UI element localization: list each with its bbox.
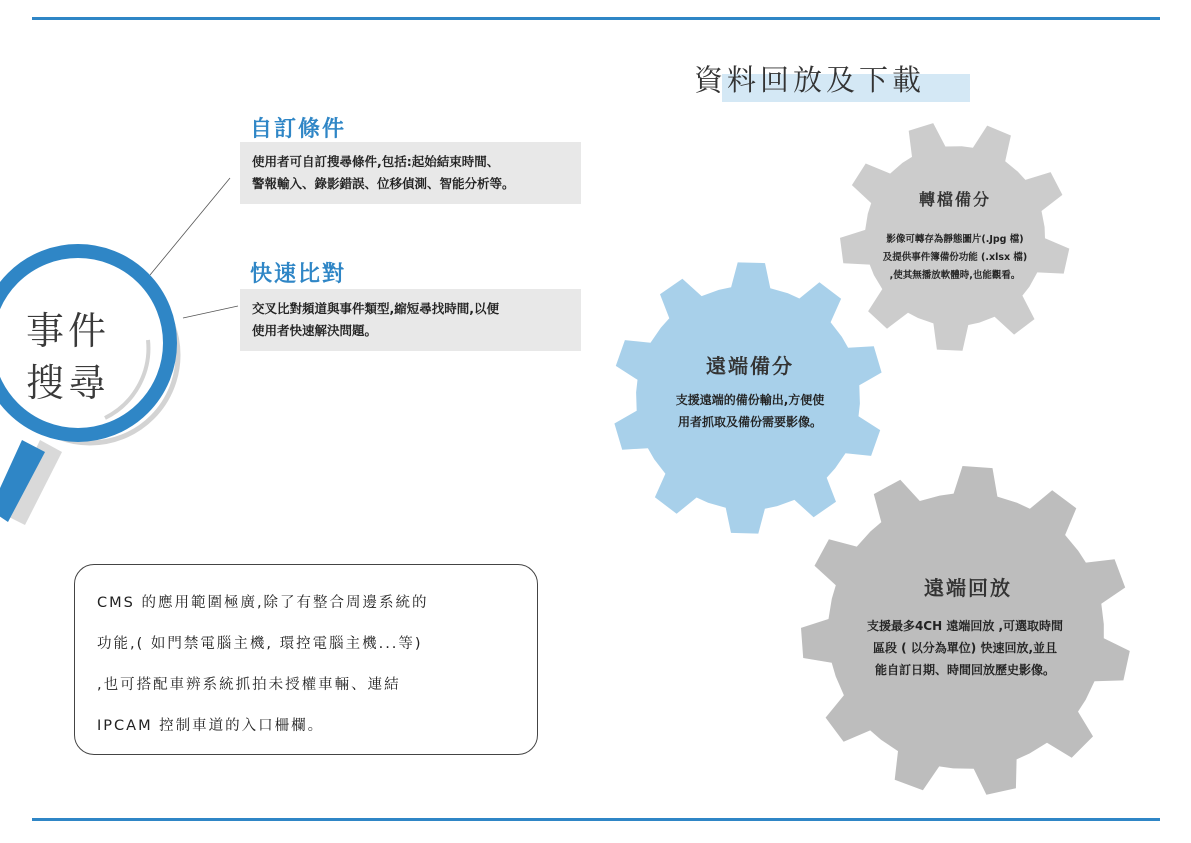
note-line: IPCAM 控制車道的入口柵欄。 [97,718,325,734]
gear-title-remote-backup: 遠端備分 [706,354,794,378]
gear-title-remote-playback: 遠端回放 [924,576,1012,600]
note-line: CMS 的應用範圍極廣,除了有整合周邊系統的 [97,595,429,611]
gear-desc-line: 支援遠端的備份輸出,方便使 [675,393,825,407]
magnifier-title-line2: 搜尋 [26,361,111,405]
feature-line: 警報輸入、錄影錯誤、位移偵測、智能分析等。 [252,176,515,191]
gear-desc-convert [850,231,1060,285]
gear-desc-line: ,使其無播放軟體時,也能觀看。 [889,270,1021,281]
feature-line: 使用者可自訂搜尋條件,包括:起始結束時間、 [252,154,500,169]
gear-desc-remote-backup [630,389,870,433]
note-box [74,564,538,755]
feature-title-custom: 自訂條件 [250,117,347,142]
magnifier-title-line1: 事件 [26,309,111,353]
gear-desc-remote-playback [830,615,1100,681]
gear-desc-line: 及提供事件簿備份功能 (.xlsx 檔) [882,252,1028,263]
gear-desc-line: 支援最多4CH 遠端回放 ,可選取時間 [866,619,1064,633]
feature-title-compare: 快速比對 [250,262,347,287]
feature-line: 使用者快速解決問題。 [252,323,378,338]
gear-desc-line: 用者抓取及備份需要影像。 [677,415,822,429]
gear-desc-line: 能自訂日期、時間回放歷史影像。 [874,663,1055,677]
note-line: 功能,( 如門禁電腦主機, 環控電腦主機...等) [97,636,423,652]
gear-desc-line: 影像可轉存為靜態圖片(.Jpg 檔) [886,234,1024,245]
note-line: ,也可搭配車辨系統抓拍未授權車輛、連結 [97,677,401,693]
gear-desc-line: 區段 ( 以分為單位) 快速回放,並且 [872,641,1058,655]
page-title: 資料回放及下載 [694,63,926,97]
gear-title-convert: 轉檔備分 [918,190,991,209]
feature-line: 交叉比對頻道與事件類型,縮短尋找時間,以便 [252,301,499,316]
